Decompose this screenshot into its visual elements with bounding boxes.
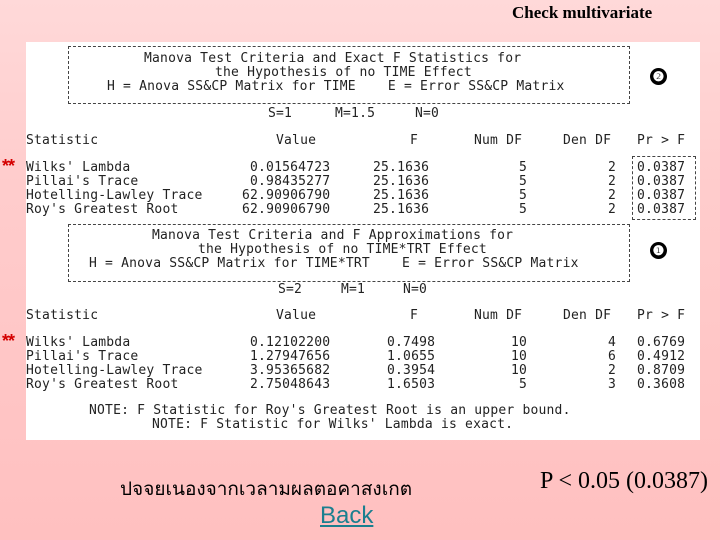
table1-col-dendf: Den DF [563, 133, 612, 148]
table1-cell-numdf: 5 [519, 174, 528, 189]
table2-cell-f: 1.6503 [387, 377, 436, 392]
table1-col-numdf: Num DF [474, 133, 523, 148]
table2-header-line-2: the Hypothesis of no TIME*TRT Effect [198, 242, 487, 257]
table1-cell-value: 0.98435277 [250, 174, 331, 189]
pvalue-highlight-box [632, 156, 696, 220]
table2-cell-value: 0.12102200 [250, 335, 331, 350]
table2-cell-value: 3.95365682 [250, 363, 331, 378]
table1-header-line-1: Manova Test Criteria and Exact F Statistics for [144, 51, 522, 66]
table1-col-f: F [410, 133, 419, 148]
table2-col-dendf: Den DF [563, 308, 612, 323]
table1-cell-dendf: 2 [608, 160, 617, 175]
table2-header-line-1: Manova Test Criteria and F Approximations for [152, 228, 514, 243]
table1-cell-numdf: 5 [519, 160, 528, 175]
table2-cell-numdf: 10 [511, 363, 528, 378]
table1-header-line-2: the Hypothesis of no TIME Effect [215, 65, 472, 80]
table1-header-line-3: H = Anova SS&CP Matrix for TIME E = Error SS&CP Matrix [107, 79, 565, 94]
table2-significance-marker: ** [2, 331, 15, 351]
table2-cell-numdf: 10 [511, 335, 528, 350]
table2-cell-f: 1.0655 [387, 349, 436, 364]
table2-cell-f: 0.3954 [387, 363, 436, 378]
badge-1-icon: ❶ [650, 242, 667, 259]
table2-cell-dendf: 6 [608, 349, 617, 364]
table1-param-s: S=1 [268, 106, 293, 121]
table2-header-line-3: H = Anova SS&CP Matrix for TIME*TRT E = Error SS&CP Matrix [89, 256, 579, 271]
table1-cell-dendf: 2 [608, 188, 617, 203]
table1-cell-dendf: 2 [608, 202, 617, 217]
table1-col-pr: Pr > F [637, 133, 686, 148]
table2-param-m: M=1 [341, 282, 366, 297]
table1-cell-statistic: Pillai's Trace [26, 174, 139, 189]
table1-cell-pr: 0.0387 [637, 202, 686, 217]
table2-cell-statistic: Wilks' Lambda [26, 335, 131, 350]
table1-col-value: Value [276, 133, 317, 148]
table1-cell-numdf: 5 [519, 202, 528, 217]
table1-cell-f: 25.1636 [373, 160, 430, 175]
table1-cell-statistic: Roy's Greatest Root [26, 202, 179, 217]
badge-2-icon: ❷ [650, 68, 667, 85]
table1-cell-statistic: Wilks' Lambda [26, 160, 131, 175]
table2-cell-statistic: Pillai's Trace [26, 349, 139, 364]
thai-interpretation-text: ปจจยเนองจากเวลามผลตอคาสงเกต [120, 478, 413, 500]
slide-title: Check multivariate [512, 3, 653, 22]
note-wilks: NOTE: F Statistic for Wilks' Lambda is exact. [152, 417, 514, 432]
sas-output-panel [2, 42, 700, 440]
table1-cell-f: 25.1636 [373, 202, 430, 217]
table1-cell-f: 25.1636 [373, 188, 430, 203]
table1-cell-value: 0.01564723 [250, 160, 331, 175]
table2-cell-pr: 0.6769 [637, 335, 686, 350]
table2-param-s: S=2 [278, 282, 303, 297]
table2-cell-dendf: 3 [608, 377, 617, 392]
table2-cell-statistic: Hotelling-Lawley Trace [26, 363, 203, 378]
table2-cell-pr: 0.8709 [637, 363, 686, 378]
table2-col-f: F [410, 308, 419, 323]
table2-cell-pr: 0.4912 [637, 349, 686, 364]
table1-param-n: N=0 [415, 106, 440, 121]
table1-cell-pr: 0.0387 [637, 188, 686, 203]
table2-col-numdf: Num DF [474, 308, 523, 323]
table1-significance-marker: ** [2, 156, 15, 176]
pvalue-summary: P < 0.05 (0.0387) [540, 468, 708, 494]
table2-col-pr: Pr > F [637, 308, 686, 323]
table1-cell-numdf: 5 [519, 188, 528, 203]
table1-cell-dendf: 2 [608, 174, 617, 189]
table2-cell-f: 0.7498 [387, 335, 436, 350]
table2-col-statistic: Statistic [26, 308, 99, 323]
table2-cell-pr: 0.3608 [637, 377, 686, 392]
table1-cell-statistic: Hotelling-Lawley Trace [26, 188, 203, 203]
table1-col-statistic: Statistic [26, 133, 99, 148]
table2-cell-value: 2.75048643 [250, 377, 331, 392]
table2-cell-statistic: Roy's Greatest Root [26, 377, 179, 392]
table2-cell-numdf: 5 [519, 377, 528, 392]
back-link[interactable]: Back [320, 502, 374, 529]
table1-cell-f: 25.1636 [373, 174, 430, 189]
table2-param-n: N=0 [403, 282, 428, 297]
table2-col-value: Value [276, 308, 317, 323]
table2-cell-numdf: 10 [511, 349, 528, 364]
table2-cell-dendf: 4 [608, 335, 617, 350]
table2-cell-value: 1.27947656 [250, 349, 331, 364]
table1-cell-pr: 0.0387 [637, 160, 686, 175]
table1-cell-pr: 0.0387 [637, 174, 686, 189]
table1-cell-value: 62.90906790 [242, 202, 331, 217]
table1-cell-value: 62.90906790 [242, 188, 331, 203]
table2-cell-dendf: 2 [608, 363, 617, 378]
table1-param-m: M=1.5 [335, 106, 376, 121]
note-roy: NOTE: F Statistic for Roy's Greatest Root is an upper bound. [89, 403, 571, 418]
